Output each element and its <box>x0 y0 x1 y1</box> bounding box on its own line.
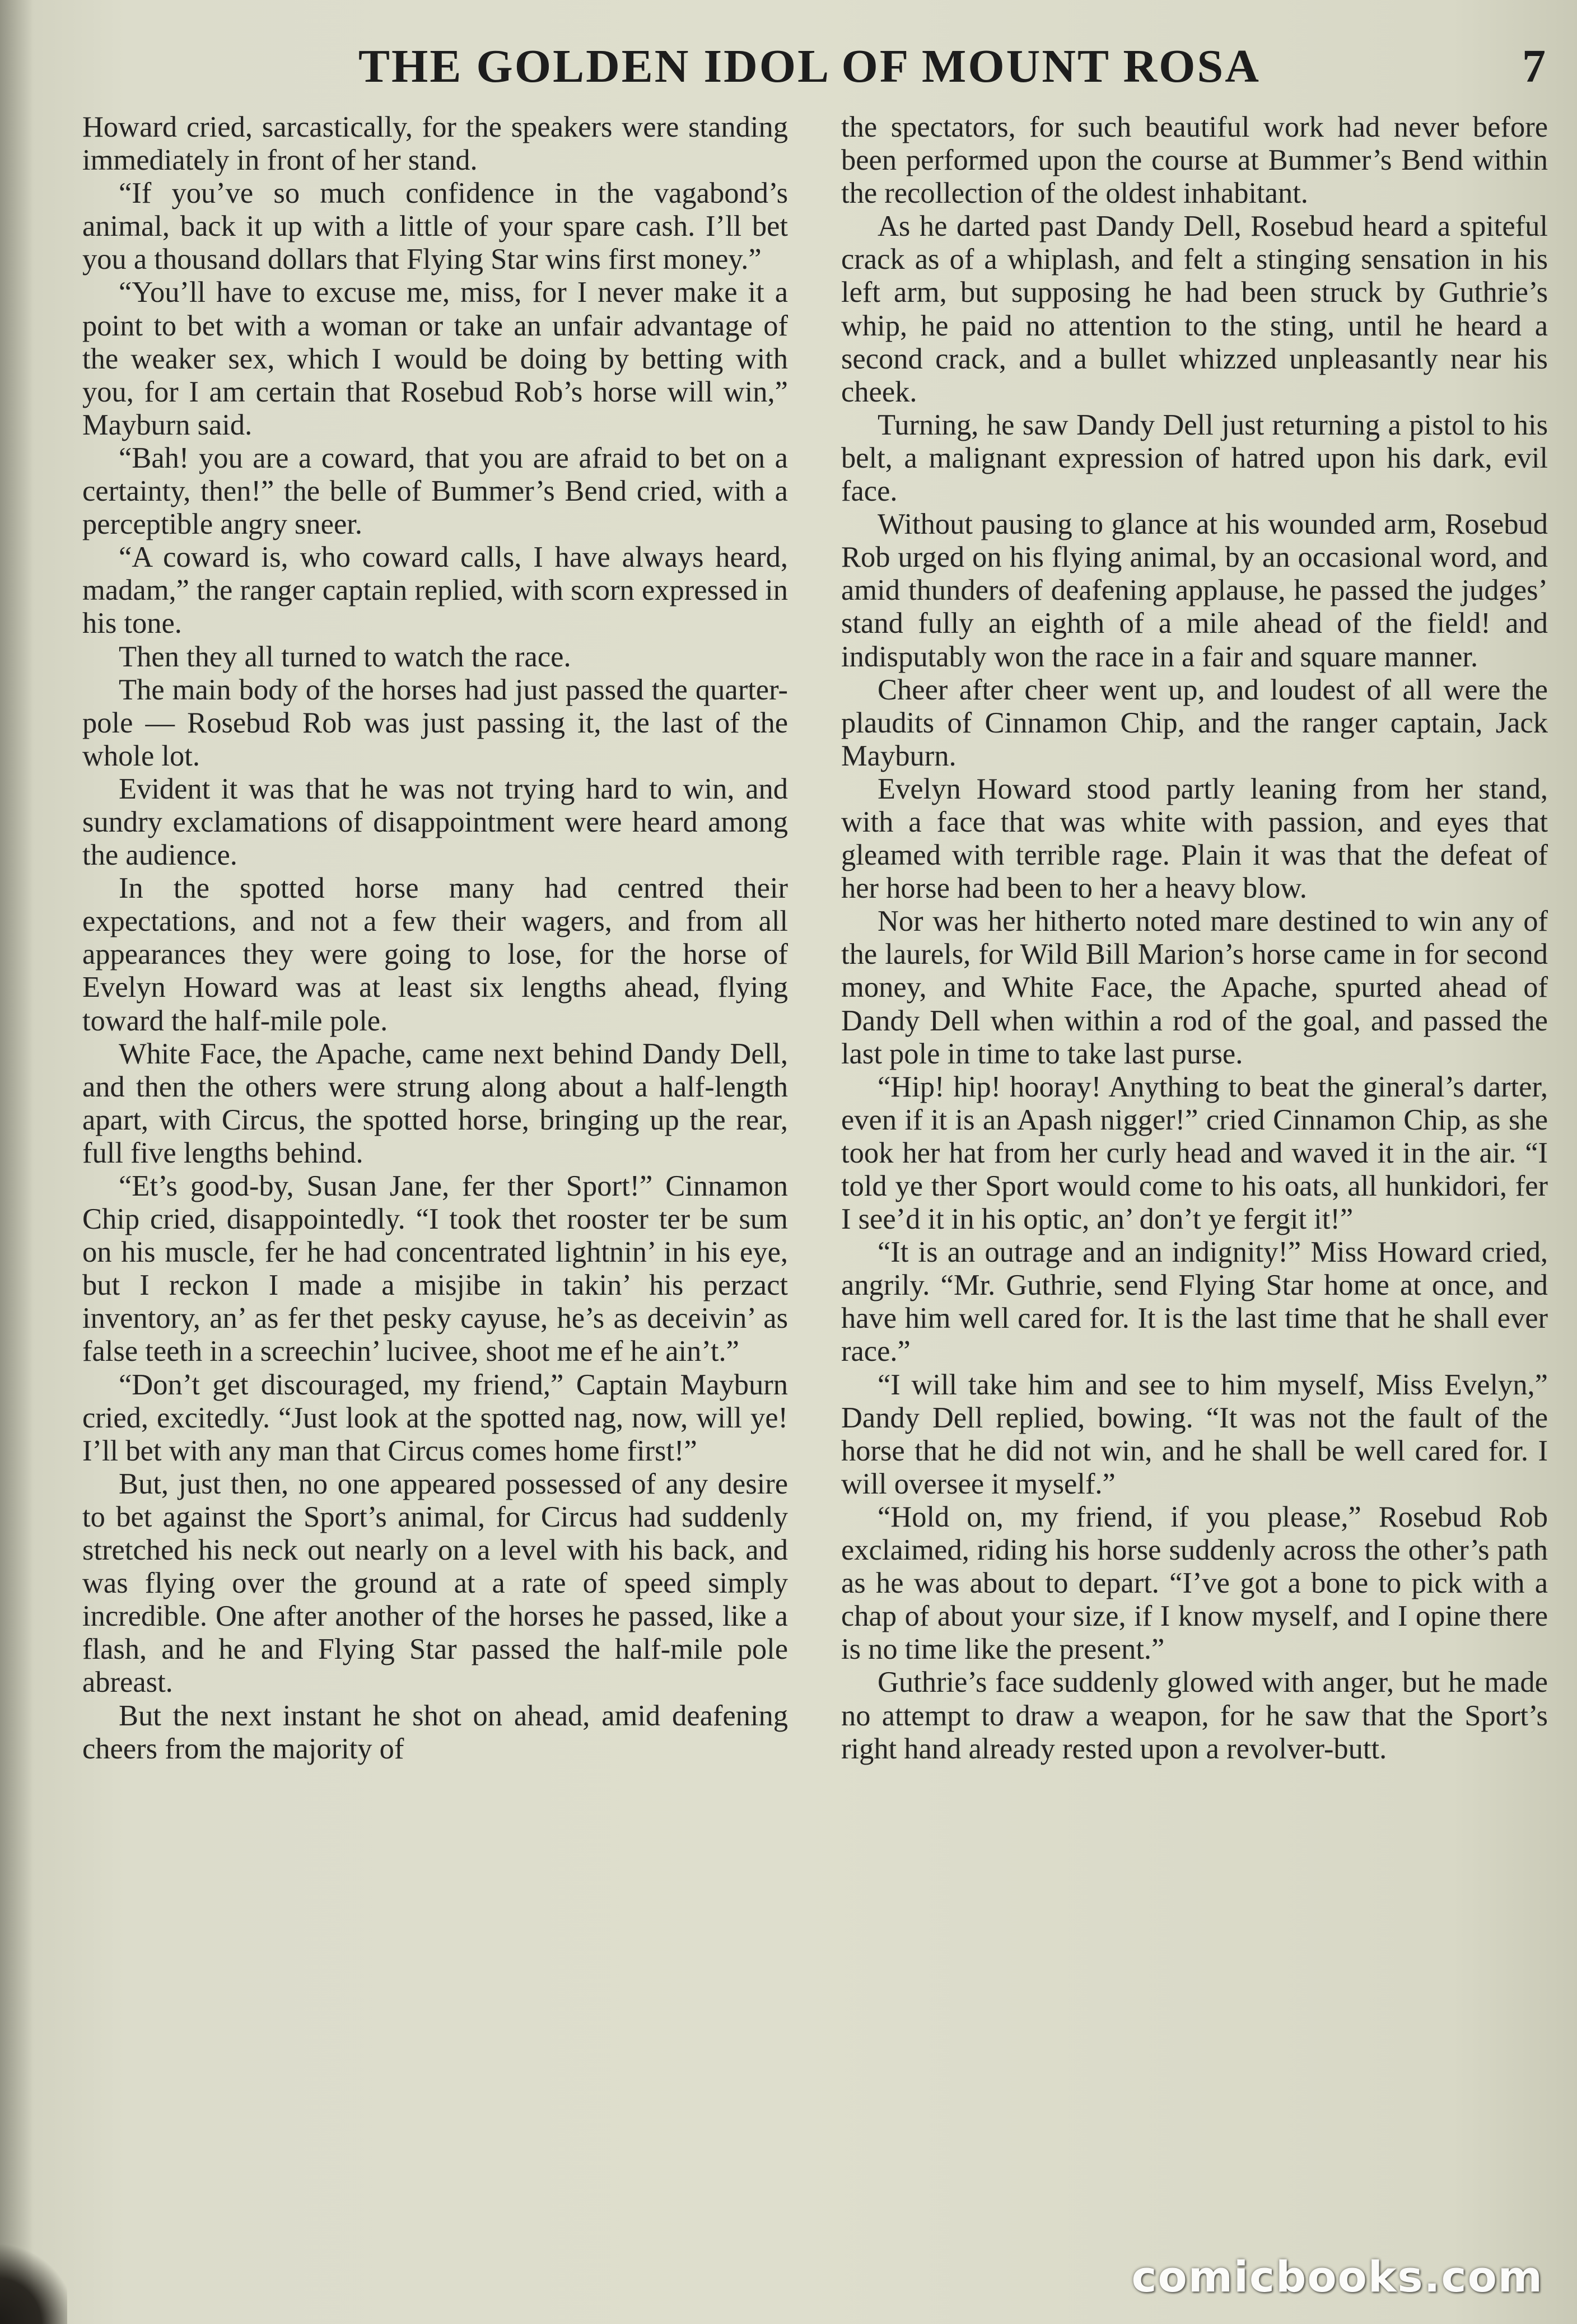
page-edge-shadow <box>0 0 34 2324</box>
paragraph: “Bah! you are a coward, that you are afraid to bet on a certainty, then!” the belle of Bummer’s Bend cried, with a perceptible angry sneer. <box>82 441 788 541</box>
paragraph: Nor was her hitherto noted mare destined to win any of the laurels, for Wild Bill Marion’s horse came in for second money, and White Face, the Apache, spurted ahead of Dandy Dell when within a rod of the goal, and passed the last pole in time to take last purse. <box>841 905 1548 1070</box>
paragraph: Without pausing to glance at his wounded arm, Rosebud Rob urged on his flying animal, by an occasional word, and amid thunders of deafening applause, he passed the judges’ stand fully an eighth of a mile ahead of the field! and indisputably won the race in a fair and square manner. <box>841 508 1548 673</box>
text-column-left <box>82 111 788 1766</box>
paragraph: White Face, the Apache, came next behind Dandy Dell, and then the others were strung along about a half-length apart, with Circus, the spotted horse, bringing up the rear, full five lengths behind. <box>82 1037 788 1169</box>
paragraph: “I will take him and see to him myself, Miss Evelyn,” Dandy Dell replied, bowing. “It was not the fault of the horse that he did not win, and he shall be well cared for. I will oversee it myself.” <box>841 1368 1548 1500</box>
page-corner-shadow <box>0 2234 67 2324</box>
paragraph: Evelyn Howard stood partly leaning from her stand, with a face that was white with passion, and eyes that gleamed with terrible rage. Plain it was that the defeat of her horse had been to her a heavy blow. <box>841 772 1548 905</box>
running-title: THE GOLDEN IDOL OF MOUNT ROSA <box>358 40 1261 92</box>
paragraph: But the next instant he shot on ahead, amid deafening cheers from the majority of <box>82 1699 788 1765</box>
paragraph: Evident it was that he was not trying hard to win, and sundry exclamations of disappointment were heard among the audience. <box>82 772 788 872</box>
paragraph: “Hip! hip! hooray! Anything to beat the gineral’s darter, even if it is an Apash nigger!” cried Cinnamon Chip, as she took her hat from her curly head and waved it in the air. “I told ye ther Sport would come to his oats, all hunkidori, fer I see’d it in his optic, an’ don’t ye fergit it!” <box>841 1070 1548 1236</box>
paragraph: Then they all turned to watch the race. <box>119 640 571 673</box>
paragraph: Turning, he saw Dandy Dell just returning a pistol to his belt, a malignant expression of hatred upon his dark, evil face. <box>841 408 1548 508</box>
watermark: comicbooks.com <box>1131 2252 1543 2302</box>
paragraph: “Hold on, my friend, if you please,” Rosebud Rob exclaimed, riding his horse suddenly across the other’s path as he was about to depart. “I’ve got a bone to pick with a chap of about your size, if I know myself, and I opine there is no time like the present.” <box>841 1500 1548 1666</box>
paragraph: Guthrie’s face suddenly glowed with anger, but he made no attempt to draw a weapon, for he saw that the Sport’s right hand already rested upon a revolver-butt. <box>841 1666 1548 1765</box>
paragraph: “Et’s good-by, Susan Jane, fer ther Sport!” Cinnamon Chip cried, disappointedly. “I took thet rooster ter be sum on his muscle, fer he had concentrated lightnin’ in his eye, but I reckon I made a misjibe in takin’ his perzact inventory, an’ as fer thet pesky cayuse, he’s as deceivin’ as false teeth in a screechin’ lucivee, shoot me ef he ain’t.” <box>82 1170 788 1368</box>
running-header <box>78 39 1557 106</box>
paragraph: In the spotted horse many had centred their expectations, and not a few their wagers, and from all appearances they were going to lose, for the horse of Evelyn Howard was at least six lengths ahead, flying toward the half-mile pole. <box>82 872 788 1037</box>
paragraph: the spectators, for such beautiful work had never before been performed upon the course at Bummer’s Bend within the recollection of the oldest inhabitant. <box>841 111 1548 210</box>
paragraph: Cheer after cheer went up, and loudest of all were the plaudits of Cinnamon Chip, and the ranger captain, Jack Mayburn. <box>841 673 1548 772</box>
paragraph: “You’ll have to excuse me, miss, for I never make it a point to bet with a woman or take an unfair advantage of the weaker sex, which I would be doing by betting with you, for I am certain that Rosebud Rob’s horse will win,” Mayburn said. <box>82 276 788 441</box>
paragraph: As he darted past Dandy Dell, Rosebud heard a spiteful crack as of a whiplash, and felt a stinging sensation in his left arm, but supposing he had been struck by Guthrie’s whip, he paid no attention to the sting, until he heard a second crack, and a bullet whizzed unpleasantly near his cheek. <box>841 210 1548 408</box>
paragraph: “A coward is, who coward calls, I have always heard, madam,” the ranger captain replied, with scorn expressed in his tone. <box>82 541 788 640</box>
page-number: 7 <box>1522 40 1546 92</box>
paragraph: “If you’ve so much confidence in the vagabond’s animal, back it up with a little of your spare cash. I’ll bet you a thousand dollars that Flying Star wins first money.” <box>82 177 788 276</box>
paragraph: But, just then, no one appeared possessed of any desire to bet against the Sport’s animal, for Circus had suddenly stretched his neck out nearly on a level with his back, and was flying over the ground at a rate of speed simply incredible. One after another of the horses he passed, like a flash, and he and Flying Star passed the half-mile pole abreast. <box>82 1467 788 1699</box>
text-column-right <box>841 111 1548 1766</box>
paragraph: The main body of the horses had just passed the quarter-pole — Rosebud Rob was just passing it, the last of the whole lot. <box>82 673 788 772</box>
paragraph: Howard cried, sarcastically, for the speakers were standing immediately in front of her stand. <box>82 111 788 177</box>
paragraph: “Don’t get discouraged, my friend,” Captain Mayburn cried, excitedly. “Just look at the spotted nag, now, will ye! I’ll bet with any man that Circus comes home first!” <box>82 1368 788 1467</box>
paragraph: “It is an outrage and an indignity!” Miss Howard cried, angrily. “Mr. Guthrie, send Flying Star home at once, and have him well cared for. It is the last time that he shall ever race.” <box>841 1236 1548 1368</box>
